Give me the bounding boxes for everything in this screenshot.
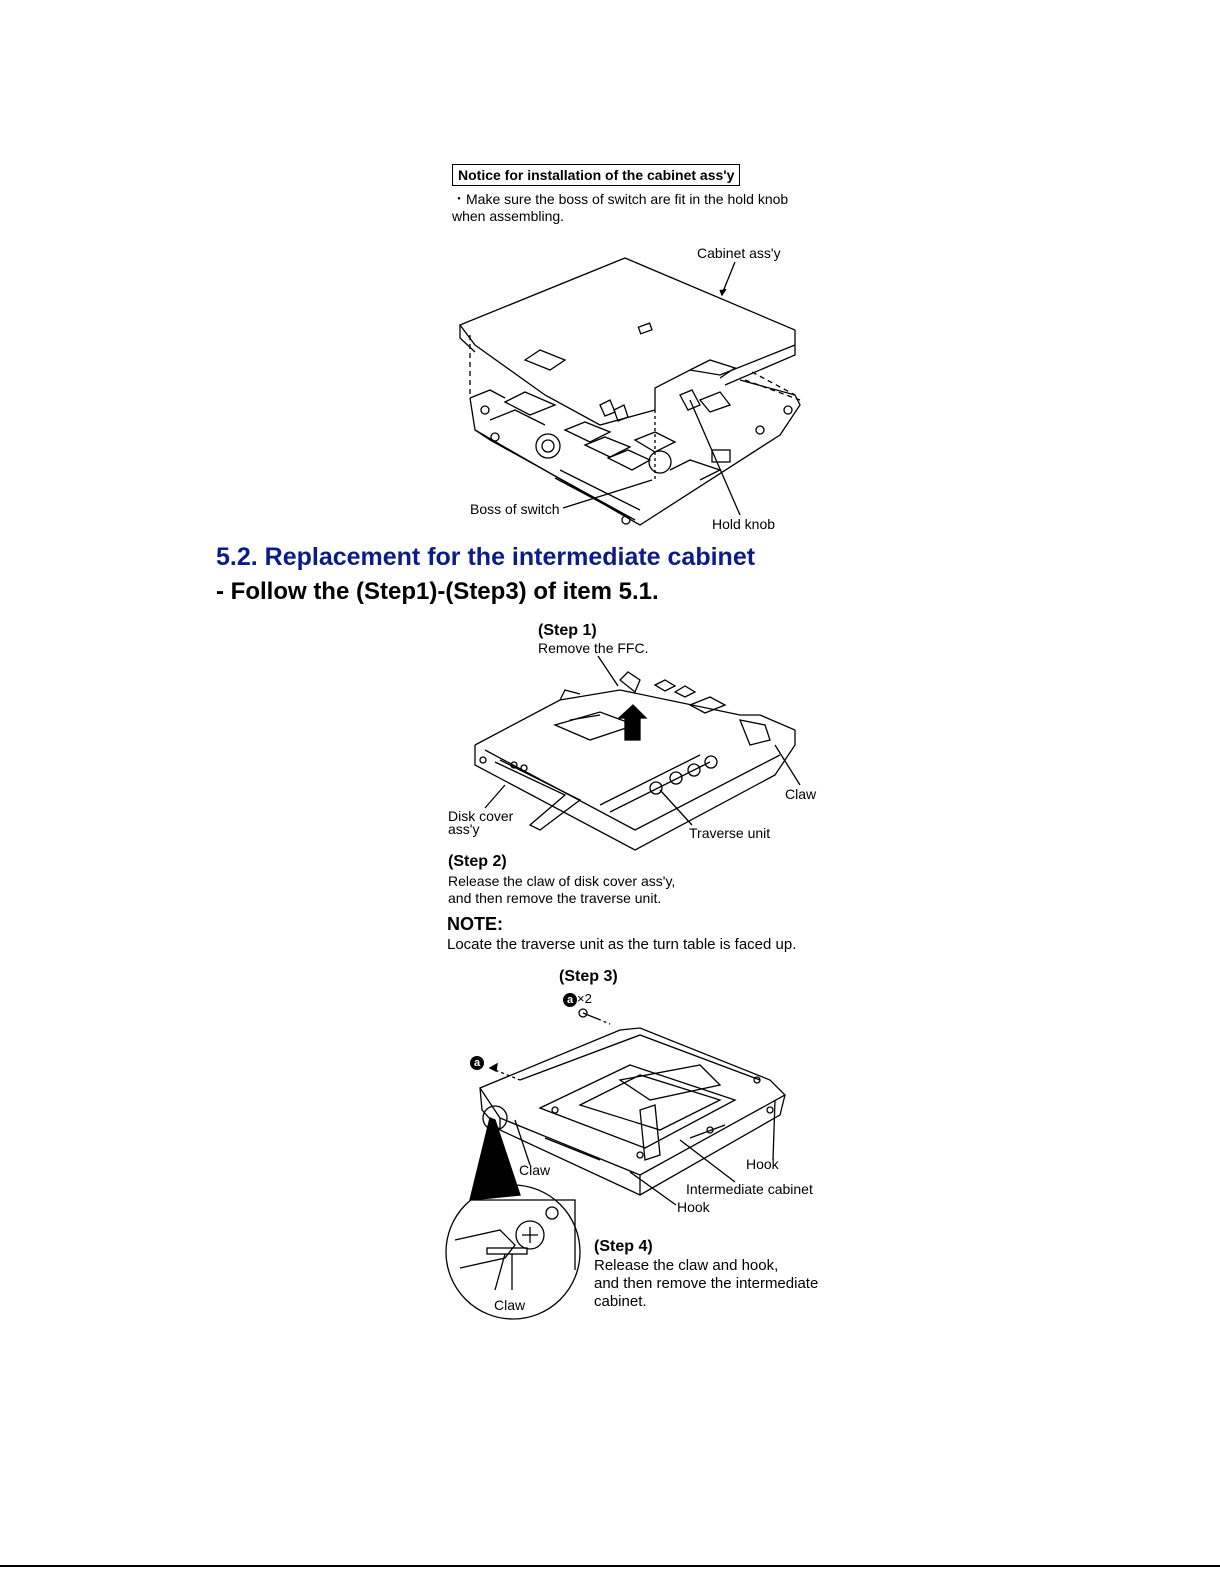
- screw-a-marker-left-label: a: [470, 1056, 484, 1070]
- cabinet-assembly-drawing: [460, 258, 800, 525]
- screw-count-text: ×2: [577, 991, 592, 1006]
- screw-a-marker-left: [470, 1054, 484, 1072]
- step4-line1: Release the claw and hook,: [594, 1257, 779, 1274]
- cabinet-assy-label: Cabinet ass'y: [697, 245, 781, 261]
- page-bottom-rule: [0, 1565, 1220, 1567]
- step2-line1: Release the claw of disk cover ass'y,: [448, 873, 676, 889]
- notice-bullet: [452, 191, 792, 225]
- step1-text: Remove the FFC.: [538, 640, 649, 656]
- step1-heading: (Step 1): [538, 622, 597, 639]
- step4-line2: and then remove the intermediate: [594, 1275, 819, 1292]
- disk-cover-label-line1: Disk cover: [448, 808, 514, 824]
- step1-claw-label: Claw: [785, 786, 817, 802]
- traverse-unit-label: Traverse unit: [689, 825, 771, 841]
- step2-line2: and then remove the traverse unit.: [448, 890, 662, 906]
- section-subtitle: - Follow the (Step1)-(Step3) of item 5.1.: [216, 578, 659, 605]
- step3-claw-label: Claw: [519, 1162, 551, 1178]
- step3-heading: (Step 3): [559, 968, 618, 985]
- bullet-mark: ・: [452, 191, 466, 207]
- notice-title: Notice for installation of the cabinet ass'y: [452, 164, 740, 186]
- section-title: 5.2. Replacement for the intermediate cabinet: [216, 543, 756, 571]
- intermediate-cabinet-label: Intermediate cabinet: [686, 1181, 813, 1197]
- cabinet-leader-arrow: [722, 262, 735, 294]
- hook-label-bottom: Hook: [677, 1199, 710, 1215]
- screw-a-marker: a: [563, 993, 577, 1007]
- boss-of-switch-label: Boss of switch: [470, 501, 560, 517]
- note-text: Locate the traverse unit as the turn table is faced up.: [447, 936, 797, 953]
- hook-label-right: Hook: [746, 1156, 779, 1172]
- step4-heading: (Step 4): [594, 1238, 653, 1255]
- notice-bullet-text: Make sure the boss of switch are fit in the hold knob when assembling.: [452, 191, 789, 224]
- step2-heading: (Step 2): [448, 853, 507, 870]
- screw-count: [563, 991, 592, 1007]
- step4-line3: cabinet.: [594, 1293, 647, 1310]
- traverse-unit-drawing: [475, 656, 800, 850]
- note-heading: NOTE:: [447, 914, 503, 934]
- disk-cover-label-line2: ass'y: [448, 821, 480, 837]
- inset-claw-label: Claw: [494, 1297, 526, 1313]
- hold-knob-label: Hold knob: [712, 516, 776, 532]
